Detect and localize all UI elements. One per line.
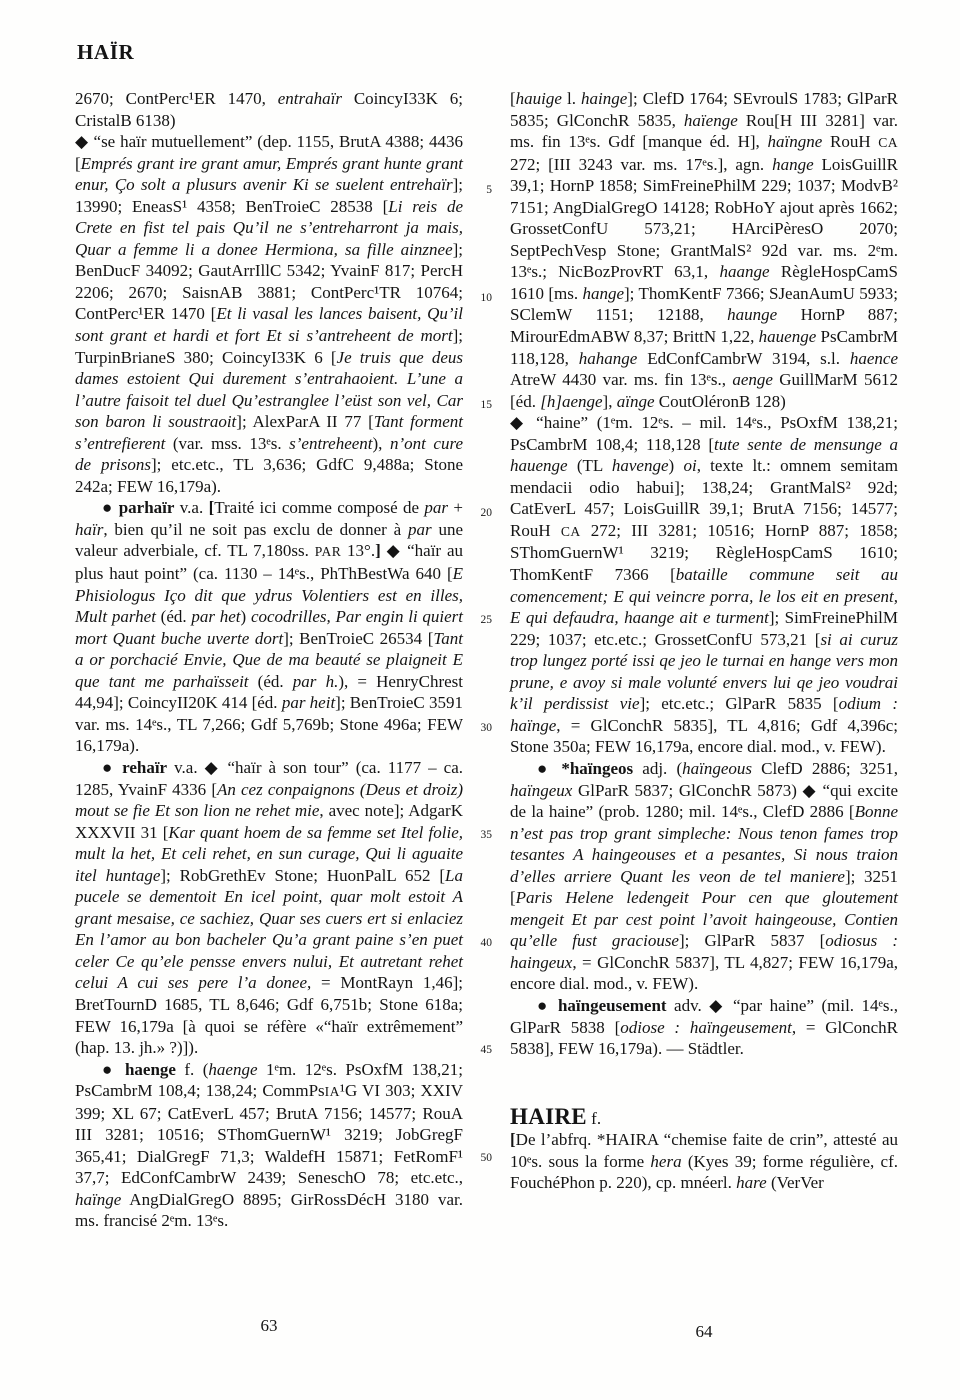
text-segment: GlParR 5837; GlConchR 5873) ◆ “qui excite de la haine” (prob. 1280; mil. 14ᵉs., ClefD 2886 [ [510,780,898,822]
text-segment: An cez conpaignons (Deus et droiz) mout se fie Et son lion ne rehet mie [75,779,463,821]
text-segment: haenge [124,1059,176,1079]
line-number: 30 [480,721,492,734]
dictionary-paragraph [510,995,898,1060]
text-segment: PAR [314,544,342,560]
text-segment: odium : haïnge [510,694,898,735]
text-segment: RègleHospCamS 1610 [ms. [510,262,899,303]
text-segment: ]; etc.etc.; GlParR 5835 [ [639,694,839,714]
dictionary-paragraph [75,88,463,131]
text-segment: 272; [III 3243 var. ms. 17ᵉs.], agn. [510,154,773,174]
text-segment: ], [602,391,617,411]
text-segment: haïngeusement [557,995,667,1015]
dictionary-paragraph [510,1103,898,1130]
text-segment: l. [561,89,581,108]
text-segment: haïngeous [682,758,752,778]
text-segment: odiose : haïngeusement [620,1017,792,1037]
left-column [75,88,463,1232]
text-segment: [ [510,1130,516,1150]
text-segment: havenge [611,456,669,476]
text-segment: ), = HenryChrest 44,94]; CoincyII20K 414 [éd. [75,671,463,713]
text-segment: ]; BenDucF 34092; GautArrIllC 5342; YvainF 817; PercH 2206; 2670; SaisnAB 3881; ContPerc¹TR 10764; ContPerc¹ER 1470 [ [75,239,463,324]
dictionary-paragraph [75,757,463,1059]
text-segment: HAIRE [510,1103,587,1129]
text-segment: Et li vasal les lances baisent, Qu’il sont grant et hardi et fort Et si s’antreheent de mort [75,304,463,346]
line-number: 40 [480,936,492,949]
text-segment: AtreW 4430 var. ms. fin 13ᵉs., [510,370,733,390]
text-segment: v.a. [174,498,209,518]
text-segment: par h. [292,671,339,691]
text-segment: (var. mss. 13ᵉs. [165,433,290,453]
text-segment: RouH [822,132,879,152]
text-segment: haence [849,348,898,368]
text-segment: ]; BenTroieC 3591 var. ms. 14ᵉs., TL 7,266; Gdf 5,769b; Stone 496a; FEW 16,179a). [75,693,463,756]
text-segment: si ai curuz trop lungez porté issi qe jeo le turnai en hange vers mon prune, e avoy si male volunté envers lui qe jeo voudrai k’il perdissist vie [510,629,898,714]
text-segment: 1ᵉm. 12ᵉs. PsOxfM 138,21; PsCambrM 108,4; 138,24; CommPs [75,1059,463,1101]
text-segment: (éd. [248,671,293,691]
text-segment: ) [668,456,684,476]
text-segment: hainge [581,89,628,108]
text-segment: ClefD 2886; 3251, [752,758,898,778]
text-segment: LoisGuillR 39,1; HornP 1858; SimFreinePhilM 229; 1037; ModvB² 7151; AngDialGregO 14128; RobHoY ajout après 1662; GrossetConfU 573,21; HArciPèresO 2070; SeptPechVesp Stone; GrantMalS² 92d var. ms. 2ᵉm. 13ᵉs.; NicBozProvRT 63,1, [510,154,898,282]
text-segment: E Phisiologus Iço dit que ydrus Volentiers est en illes, Mult parhet [75,564,463,627]
text-segment: haïnge [75,1189,122,1209]
text-segment: hauenge [758,327,817,347]
text-segment: + [448,498,463,518]
text-segment: tute sente de mensunge a hauenge [510,434,898,476]
text-segment: hare [736,1173,767,1193]
text-segment: ◆ “haïr au plus haut point” (ca. 1130 – 14ᵉs., PhThBestWa 640 [ [75,541,463,584]
dictionary-paragraph [510,88,898,412]
text-segment: haïr [75,519,104,539]
text-segment: La pucele se dementoit En icel point, quar molt estoit A grant mesaise, ce sachiez, Quar ses cuers ert si enlaciez En l’amor au bon bacheler Qu’a grant paine s’en puet celer Ce qu’ele pensse envers nului, Et autretant rehet celui A cui ses pere l’a donee [75,865,464,993]
text-segment: ◆ “haine” (1ᵉm. 12ᵉs. – mil. 14ᵉs., PsOxfM 138,21; PsCambrM 108,4; 118,128 [ [510,413,898,454]
dictionary-paragraph [510,758,898,995]
text-segment: Tant forment s’entrefierent [75,412,463,453]
dictionary-paragraph [510,1129,898,1194]
text-segment: aïnge [616,391,655,411]
text-segment: Emprés grant ire grant amur, Emprés grant hunte grant enur, Ço solt a plusurs avenir Ki se suelent entrehaïr [75,153,463,195]
text-segment: 2670; ContPerc¹ER 1470, [75,89,278,108]
text-segment: AngDialGregO 8895; GirRossDécH 3180 var. ms. francisé 2ᵉm. 13ᵉs. [75,1189,463,1231]
text-segment: (TL [567,456,612,476]
text-segment: EdConfCambrW 3194, s.l. [637,348,850,368]
text-segment: hera [650,1151,682,1171]
text-segment: , avec note]; AdgarK XXXVII 31 [ [75,801,463,842]
dictionary-paragraph [75,131,463,497]
text-segment: ]; SimFreinePhilM 229; 1037; etc.etc.; GrossetConfU 573,21 [ [510,608,899,649]
page-number-left: 63 [260,1316,278,1335]
text-segment: hauige [515,89,562,108]
text-segment: hahange [578,348,638,368]
text-segment: [ [208,498,215,518]
line-number: 25 [480,614,492,626]
line-number: 50 [480,1151,492,1164]
text-segment: cocodrilles, Par engin li quiert mort Quant buche uverte dort [75,607,464,648]
text-segment: , = GlConchR 5838], FEW 16,179a). — Städtler. [510,1017,898,1059]
text-segment: haunge [727,305,778,325]
text-segment: ]; ClefD 1764; SEvroulS 1783; GlParR 5835; GlConchR 5835, [510,89,898,130]
text-segment: ● [537,995,558,1015]
text-segment: CoutOléronB 128) [654,391,786,411]
line-number: 35 [480,829,492,841]
text-segment: haïngne [767,132,823,152]
text-segment: (éd. [155,607,192,627]
text-segment: ] [375,541,381,561]
text-segment: ◆ “se haïr mutuellement” (dep. 1155, BrutA 4388; 4436 [ [75,132,463,173]
dictionary-paragraph [75,497,463,757]
line-number: 20 [480,506,492,519]
line-number: 45 [480,1044,492,1056]
text-segment: par het [191,607,241,627]
text-segment: haïngeux [510,780,573,800]
text-segment: ]; RobGrethEv Stone; HuonPalL 652 [ [160,865,446,885]
text-segment: CA [878,135,898,151]
text-segment: (VerVer [766,1173,824,1193]
text-segment: ]; etc.etc., TL 3,636; GdfC 9,488a; Stone 242a; FEW 16,179a). [75,455,463,496]
line-number: 15 [480,399,492,411]
text-segment: 13°. [341,541,376,561]
text-segment: , texte lt.: omnem semitam mendacii odio habui]; 138,24; GrantMalS² 92d; CatEverL 457; LoisGuillR 39,1; BrutA 7156; 14577; RouH [510,456,898,540]
text-segment: CoincyI33K 6; CristalB 6138) [75,89,463,130]
text-segment: ● [102,498,119,518]
text-segment: ● [102,757,123,777]
text-segment: f. ( [175,1059,209,1079]
text-segment: aenge [732,370,773,390]
text-segment: odiosus : haingeux [510,931,898,972]
text-segment: ), [372,433,390,453]
text-segment: (Kyes 39; forme régulière, cf. FouchéPhon p. 220), cp. mnéerl. [510,1151,898,1193]
text-segment: ]; GlParR 5837 [ [678,931,826,951]
text-segment: ]; ThomKentF 7366; SJeanAumU 5933; SClemW 1151; 12188, [510,283,899,325]
text-segment: bataille commune seit au comencement; E qui veincre porra, le los eit en present, E qui defaudra, haange ait e turment [510,565,898,628]
text-segment: s’entreheent [289,433,373,453]
text-segment: parhaïr [118,498,175,518]
text-segment: adj. ( [633,758,683,778]
text-segment: ¹G VI 303; XXIV 399; XL 67; CatEverL 457; BrutA 7156; 14577; RouA III 3281; 10516; SThomGuernW¹ 3219; JobGregF 365,41; DialGregF 71,3; WaldefH 15871; FetRomF¹ 37,7; EdConfCambrW 2439; SeneschO 78; etc.etc., [75,1081,463,1188]
text-segment: entrahaïr [277,89,342,108]
text-segment: ]; TurpinBrianeS 380; CoincyI33K 6 [ [75,326,463,367]
text-segment: Traité ici comme composé de [214,498,425,518]
text-segment: v.a. ◆ “haïr à son tour” (ca. 1177 – ca. 1285, YvainF 4336 [ [75,757,463,799]
text-segment: par [408,519,432,539]
text-segment: haange [719,262,770,282]
text-segment: ]; AlexParA II 77 [ [236,412,374,432]
text-segment: ]; 13990; EneasS¹ 4358; BenTroieC 28538 [ [75,175,463,216]
text-segment: ]; 3251 [ [510,866,898,908]
text-segment: ● [537,758,562,778]
text-segment: hange [772,154,814,174]
text-segment: par heit [281,693,336,713]
text-segment: Paris Helene ledengeit Pour cen que gloutement mengeit Et par cest point l’avoit haingeouse, Contien qu’elle fust graciouse [510,888,898,951]
text-segment: Kar quant hoem de sa femme set Itel folie, mult la het, Et celi rehet, en sun curage, Qui li aguaite itel huntage [75,822,464,885]
text-segment: De l’abfrq. *HAIRA “chemise faite de crin”, attesté au 10ᵉs. sous la forme [510,1130,898,1171]
text-segment: , bien qu’il ne soit pas exclu de donner à [103,519,409,539]
text-segment: Rou[H III 3281] var. ms. fin 13ᵉs. Gdf [manque éd. H], [510,110,898,152]
text-segment: f. [586,1108,602,1128]
text-segment: ● [102,1059,125,1079]
text-segment: 272; III 3281; 10516; HornP 887; 1858; SThomGuernW¹ 3219; RègleHospCamS 1610; ThomKentF 7366 [ [510,520,898,585]
text-segment: Je truis que deus dames estoient Qui durement s’entrahaoient. L’une a l’autre faisoit tel duel Qu’estranglee l’eüst son vel, Car son baron li soustraoit [75,347,463,432]
text-segment: hange [582,283,625,303]
text-segment: Tant a or porchacié Envie, Que de ma beauté se plaigneit E que tant me parhaïsseit [75,628,463,691]
text-segment: ]; BenTroieC 26534 [ [283,628,434,648]
text-segment: *haïngeos [561,758,634,778]
text-segment: Li reis de Crete en fist tel pais Qu’il ne s’entreharront ja mais, Quar a femme li a donee Hermiona, sa fille ainznee [75,196,463,259]
text-segment: par [424,498,449,518]
text-segment: [ [510,89,516,108]
dictionary-paragraph [75,1059,463,1232]
text-segment: HornP 887; MirourEdmABW 8,37; BrittN 1,22, [510,305,898,347]
text-segment: , = GlConchR 5837], TL 4,827; FEW 16,179a, encore dial. mod., v. FEW). [510,952,898,994]
text-segment: , = MontRayn 1,46]; BretTournD 1685, TL 8,646; Gdf 6,751b; Stone 618a; FEW 16,179a [à quoi se réfère «“haïr extrêmement” (hap. 13. jh.» ?)]). [75,973,463,1058]
text-segment: n’ont cure de prisons [75,433,463,475]
text-segment: PsCambrM 118,128, [510,327,898,368]
line-number: 5 [486,184,492,196]
text-segment: oi [683,456,697,476]
line-number: 10 [480,291,492,304]
text-segment: [h]aenge [540,391,603,411]
page-number-right: 64 [695,1322,713,1341]
text-segment: , = GlConchR 5835], TL 4,816; Gdf 4,396c; Stone 350a; FEW 16,179a, encore dial. mod., v. FEW). [510,715,898,757]
text-segment: IA [324,1084,340,1100]
text-segment: GuillMarM 5612 [éd. [510,370,898,411]
text-segment: rehaïr [122,757,168,777]
running-head: HAÏR [77,40,135,64]
text-segment: une valeur adverbiale, cf. TL 7,180ss. [75,519,464,561]
dictionary-paragraph [510,412,898,758]
text-segment: adv. ◆ “par haine” (mil. 14ᵉs., GlParR 5838 [ [510,995,898,1037]
text-segment: ) [240,607,251,627]
text-segment: Bonne n’est pas trop grant simpleche: Nous tenon fames trop tesantes A haingeouses et a pesantes, Si nous traion d’elles arriere Quant les veon de tel maniere [510,802,898,886]
text-segment: CA [560,523,581,539]
text-segment: haïenge [683,110,738,130]
text-segment: haenge [208,1059,258,1079]
right-column [510,88,898,1194]
